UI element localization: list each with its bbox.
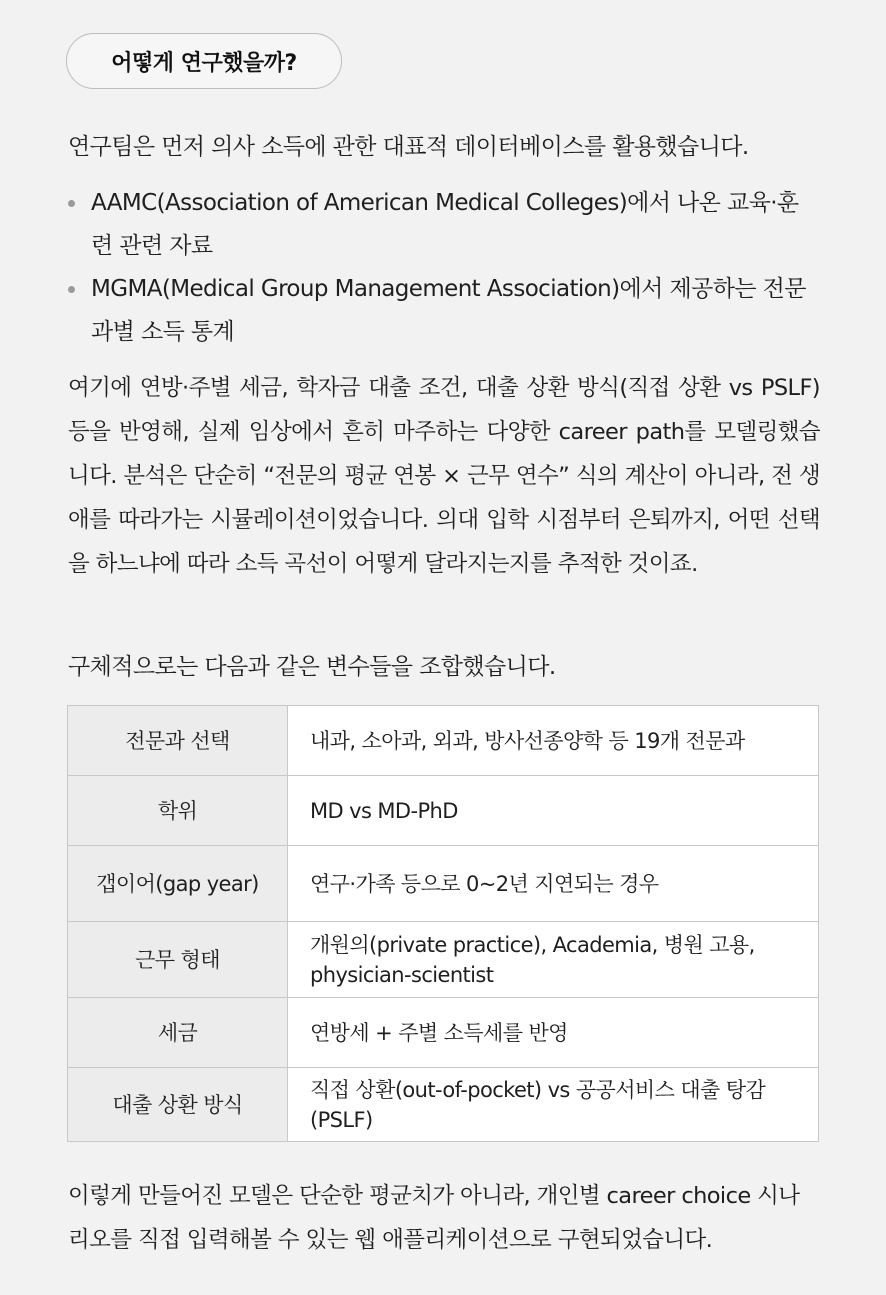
variable-value: MD vs MD-PhD bbox=[288, 776, 819, 846]
table-row bbox=[68, 998, 819, 1068]
variable-label: 갭이어(gap year) bbox=[68, 846, 288, 922]
section-title-pill bbox=[66, 33, 342, 89]
variable-label: 근무 형태 bbox=[68, 922, 288, 998]
conclusion-paragraph: 이렇게 만들어진 모델은 단순한 평균치가 아니라, 개인별 career choice 시나리오를 직접 입력해볼 수 있는 웹 애플리케이션으로 구현되었습니다. bbox=[68, 1183, 800, 1253]
list-item bbox=[68, 182, 820, 268]
table-row bbox=[68, 706, 819, 776]
variable-value: 연구·가족 등으로 0~2년 지연되는 경우 bbox=[288, 846, 819, 922]
section-title: 어떻게 연구했을까? bbox=[111, 50, 297, 76]
source-list bbox=[68, 182, 820, 354]
variable-value: 직접 상환(out-of-pocket) vs 공공서비스 대출 탕감(PSLF) bbox=[288, 1068, 819, 1142]
table-row bbox=[68, 776, 819, 846]
table-row bbox=[68, 1068, 819, 1142]
variable-label: 학위 bbox=[68, 776, 288, 846]
source-text: MGMA(Medical Group Management Association)에서 제공하는 전문과별 소득 통계 bbox=[91, 276, 806, 345]
variables-intro: 구체적으로는 다음과 같은 변수들을 조합했습니다. bbox=[68, 654, 556, 680]
variable-label: 전문과 선택 bbox=[68, 706, 288, 776]
table-row bbox=[68, 922, 819, 998]
table-row bbox=[68, 846, 819, 922]
list-item bbox=[68, 268, 820, 354]
intro-paragraph: 연구팀은 먼저 의사 소득에 관한 대표적 데이터베이스를 활용했습니다. bbox=[68, 134, 749, 160]
method-paragraph: 여기에 연방·주별 세금, 학자금 대출 조건, 대출 상환 방식(직접 상환 vs PSLF) 등을 반영해, 실제 임상에서 흔히 마주하는 다양한 career path를 모델링했습니다. 분석은 단순히 “전문의 평균 연봉 × 근무 연수” 식의 계산이 아니라, 전 생애를 따라가는 시뮬레이션이었습니다. 의대 입학 시점부터 은퇴까지, 어떤 선택을 하느냐에 따라 소득 곡선이 어떻게 달라지는지를 추적한 것이죠. bbox=[68, 375, 820, 577]
variable-value: 연방세 + 주별 소득세를 반영 bbox=[288, 998, 819, 1068]
variable-label: 대출 상환 방식 bbox=[68, 1068, 288, 1142]
bullet-icon bbox=[68, 286, 75, 293]
variables-table bbox=[67, 705, 819, 1142]
variable-value: 개원의(private practice), Academia, 병원 고용, physician-scientist bbox=[288, 922, 819, 998]
variable-label: 세금 bbox=[68, 998, 288, 1068]
variable-value: 내과, 소아과, 외과, 방사선종양학 등 19개 전문과 bbox=[288, 706, 819, 776]
source-text: AAMC(Association of American Medical Colleges)에서 나온 교육·훈련 관련 자료 bbox=[91, 190, 799, 259]
bullet-icon bbox=[68, 200, 75, 207]
